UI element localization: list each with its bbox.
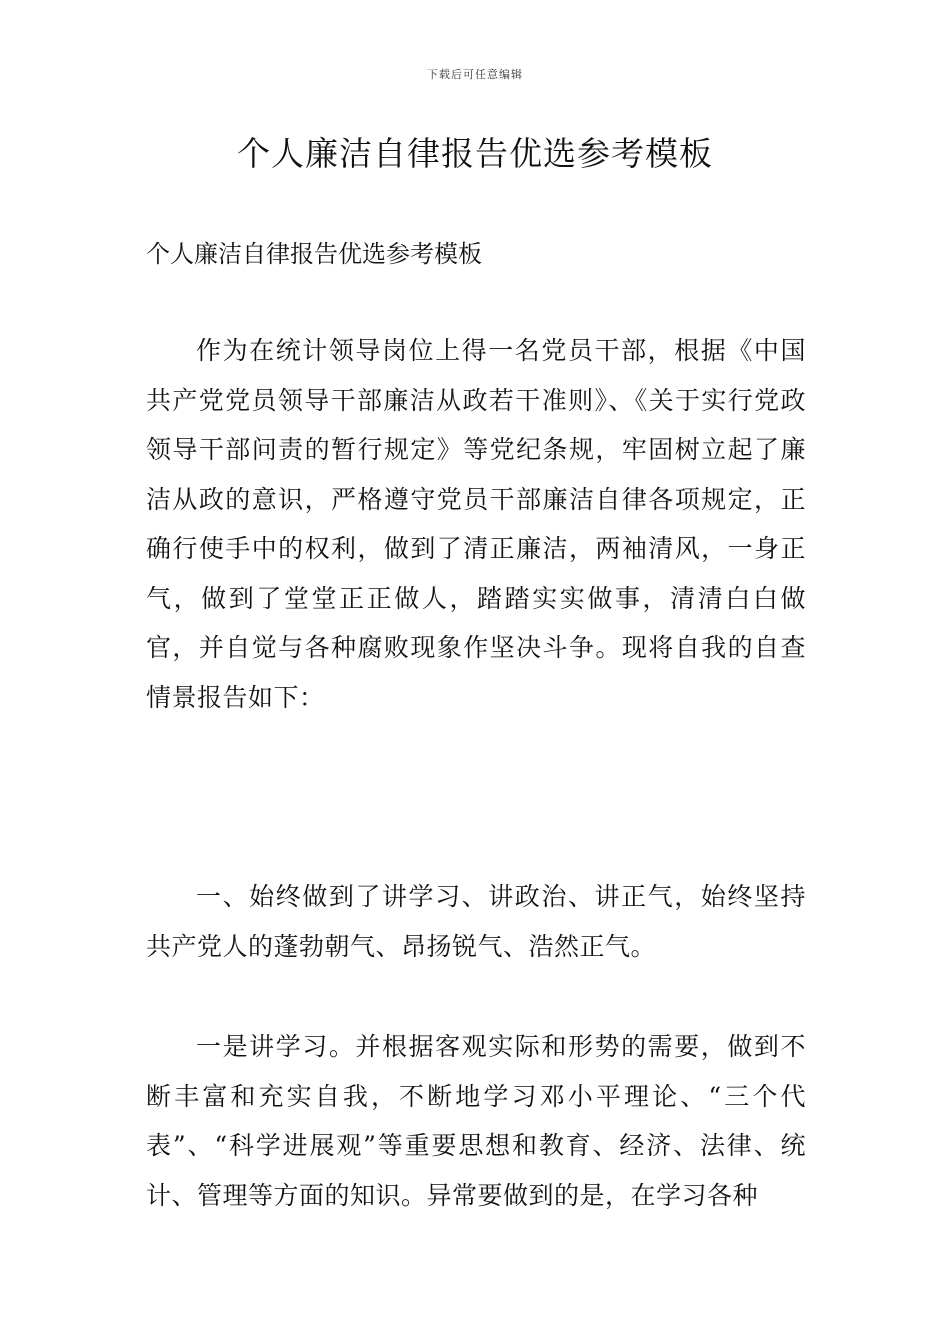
paragraph-intro: 作为在统计领导岗位上得一名党员干部，根据《中国共产党党员领导干部廉洁从政若干准则》、《关于实行党政领导干部问责的暂行规定》等党纪条规，牢固树立起了廉洁从政的意识，严格遵守党员干部廉洁自律各项规定，正确行使手中的权利，做到了清正廉洁，两袖清风，一身正气，做到了堂堂正正做人，踏踏实实做事，清清白白做官，并自觉与各种腐败现象作坚决斗争。现将自我的自查情景报告如下： [146,336,806,712]
header-note: 下载后可任意编辑 [427,68,523,81]
paragraph-study: 一是讲学习。并根据客观实际和形势的需要，做到不断丰富和充实自我，不断地学习邓小平理论、“三个代表”、“科学进展观”等重要思想和教育、经济、法律、统计、管理等方面的知识。异常要做到的是，在学习各种 [146,1032,806,1210]
document-title: 个人廉洁自律报告优选参考模板 [237,134,713,173]
document-subtitle: 个人廉洁自律报告优选参考模板 [146,240,482,268]
paragraph-section-one: 一、始终做到了讲学习、讲政治、讲正气，始终坚持共产党人的蓬勃朝气、昂扬锐气、浩然正气。 [146,882,806,961]
